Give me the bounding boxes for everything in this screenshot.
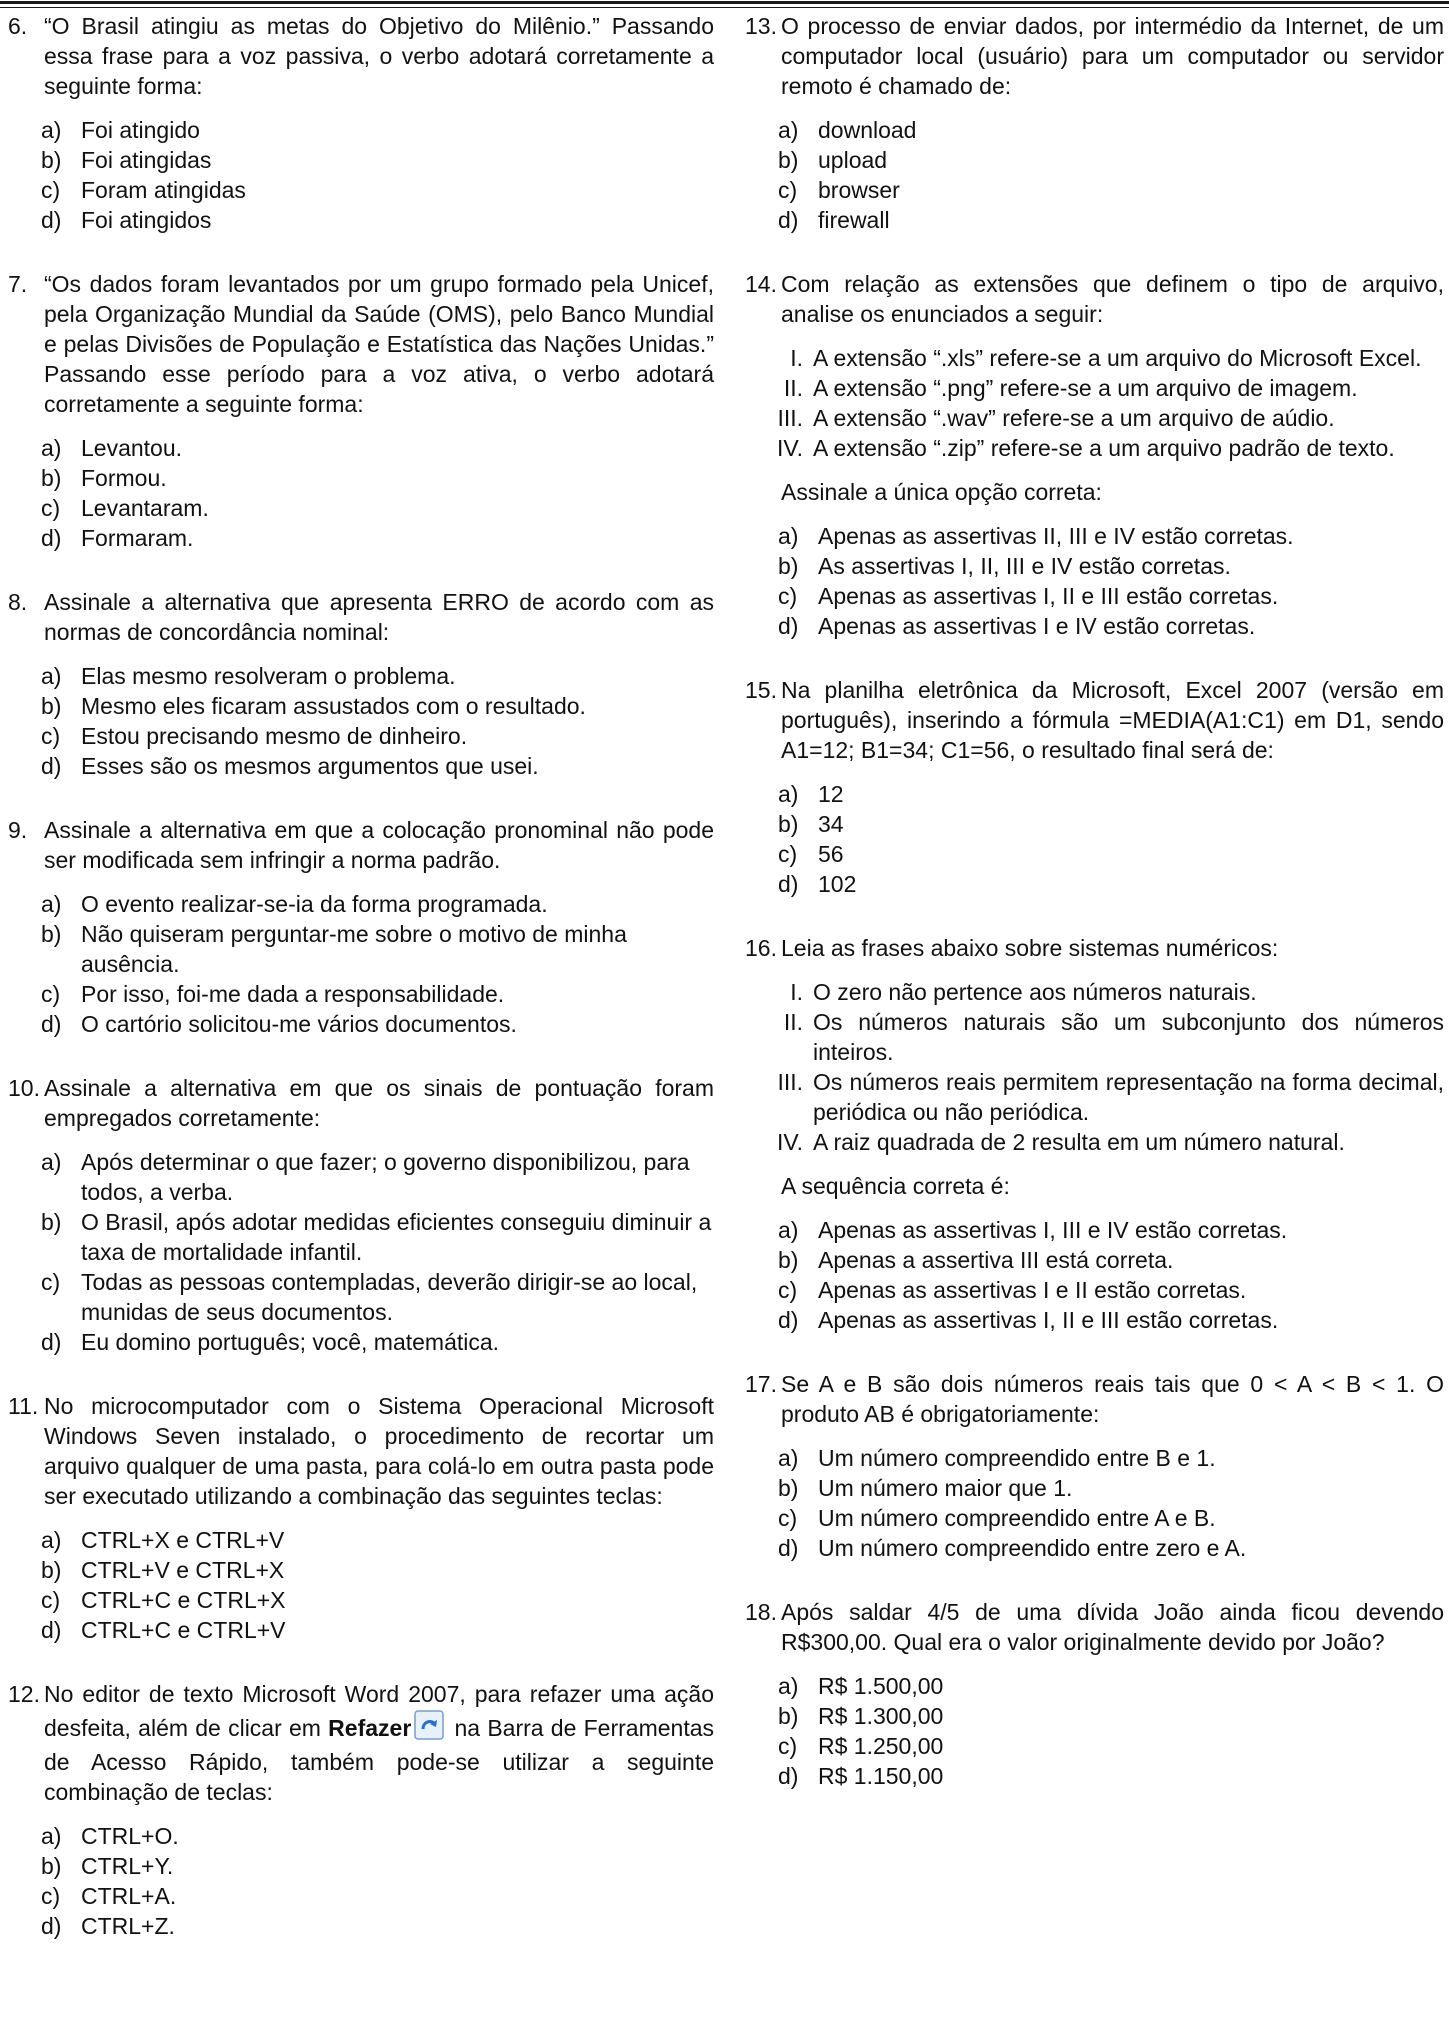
- question-stem: [745, 11, 1444, 101]
- question-number: 12.: [8, 1681, 40, 1707]
- option-item: [8, 523, 714, 553]
- option-text: CTRL+V e CTRL+X: [81, 1557, 285, 1583]
- option-letter: c): [41, 495, 61, 521]
- option-item: [8, 115, 714, 145]
- option-item: [8, 751, 714, 781]
- option-letter: b): [41, 693, 62, 719]
- question-16: [745, 933, 1444, 1335]
- option-letter: a): [41, 1149, 62, 1175]
- option-text: O evento realizar-se-ia da forma programada.: [81, 891, 548, 917]
- option-text: Formou.: [81, 465, 167, 491]
- option-letter: d): [778, 1307, 799, 1333]
- option-text: Um número compreendido entre B e 1.: [818, 1445, 1216, 1471]
- statement-text: A raiz quadrada de 2 resulta em um número natural.: [813, 1129, 1345, 1155]
- question-18: [745, 1597, 1444, 1791]
- question-stem: [8, 815, 714, 875]
- question-7: [8, 269, 714, 553]
- option-item: [745, 1671, 1444, 1701]
- option-letter: b): [41, 1557, 62, 1583]
- option-item: [8, 691, 714, 721]
- option-text: Foram atingidas: [81, 177, 246, 203]
- option-text: download: [818, 117, 917, 143]
- option-letter: c): [41, 1883, 61, 1909]
- question-stem: [745, 675, 1444, 765]
- question-17: [745, 1369, 1444, 1563]
- options-list: [745, 1215, 1444, 1335]
- option-item: [745, 115, 1444, 145]
- option-letter: c): [41, 1587, 61, 1613]
- option-text: R$ 1.150,00: [818, 1763, 944, 1789]
- option-item: [8, 1525, 714, 1555]
- question-number: 15.: [745, 677, 777, 703]
- option-item: [745, 1533, 1444, 1563]
- option-letter: a): [778, 117, 799, 143]
- option-text: Não quiseram perguntar-me sobre o motivo de minha ausência.: [81, 921, 627, 977]
- option-item: [8, 1009, 714, 1039]
- options-list: [8, 1821, 714, 1941]
- option-item: [8, 493, 714, 523]
- option-item: [8, 145, 714, 175]
- option-letter: a): [778, 523, 799, 549]
- option-text: CTRL+O.: [81, 1823, 179, 1849]
- option-letter: c): [778, 1733, 798, 1759]
- option-item: [745, 521, 1444, 551]
- redo-icon: [414, 1710, 444, 1740]
- option-item: [745, 1275, 1444, 1305]
- question-number: 8.: [8, 589, 28, 615]
- option-letter: b): [778, 147, 799, 173]
- option-letter: d): [41, 525, 62, 551]
- option-text: 56: [818, 841, 844, 867]
- options-list: [8, 1525, 714, 1645]
- question-prompt: A sequência correta é:: [781, 1173, 1010, 1199]
- option-letter: c): [778, 583, 798, 609]
- option-text: Foi atingidos: [81, 207, 212, 233]
- options-list: [8, 889, 714, 1039]
- option-text: Apenas as assertivas I, II e III estão corretas.: [818, 1307, 1279, 1333]
- option-letter: b): [778, 1703, 799, 1729]
- right-column: [745, 11, 1444, 1825]
- question-stem: [745, 1597, 1444, 1657]
- statement-number: I.: [790, 345, 803, 371]
- statement-item: [745, 343, 1444, 373]
- option-item: [8, 175, 714, 205]
- statement-number: III.: [777, 1069, 803, 1095]
- option-text: R$ 1.300,00: [818, 1703, 944, 1729]
- option-item: [745, 1503, 1444, 1533]
- options-list: [8, 115, 714, 235]
- option-text: Elas mesmo resolveram o problema.: [81, 663, 456, 689]
- question-15: [745, 675, 1444, 899]
- question-text: No editor de texto Microsoft Word 2007, para refazer uma ação desfeita, além de clicar em Refazer na Barra de Ferramentas de Acesso Rápido, também pode-se utilizar a seguinte combinação de teclas:: [44, 1681, 714, 1805]
- statement-number: IV.: [776, 1129, 803, 1155]
- question-stem: [8, 11, 714, 101]
- option-letter: b): [778, 553, 799, 579]
- option-item: [8, 721, 714, 751]
- option-text: 12: [818, 781, 844, 807]
- statement-text: Os números naturais são um subconjunto dos números inteiros.: [813, 1009, 1444, 1065]
- option-letter: c): [41, 1269, 61, 1295]
- question-text: Na planilha eletrônica da Microsoft, Excel 2007 (versão em português), inserindo a fórmula =MEDIA(A1:C1) em D1, sendo A1=12; B1=34; C1=56, o resultado final será de:: [781, 677, 1444, 763]
- statement-number: III.: [777, 405, 803, 431]
- question-number: 7.: [8, 271, 28, 297]
- option-item: [745, 1731, 1444, 1761]
- left-question-list: [8, 11, 714, 1645]
- option-text: Apenas as assertivas I e II estão corretas.: [818, 1277, 1247, 1303]
- option-text: Estou precisando mesmo de dinheiro.: [81, 723, 468, 749]
- options-list: [745, 779, 1444, 899]
- option-text: Apenas as assertivas I, II e III estão corretas.: [818, 583, 1279, 609]
- option-letter: b): [778, 811, 799, 837]
- option-letter: d): [778, 613, 799, 639]
- options-list: [8, 1147, 714, 1357]
- question-8: [8, 587, 714, 781]
- option-item: [8, 1851, 714, 1881]
- option-letter: b): [41, 921, 62, 947]
- options-list: [745, 1671, 1444, 1791]
- redo-label: Refazer: [328, 1715, 412, 1741]
- option-letter: a): [778, 1673, 799, 1699]
- option-text: Levantaram.: [81, 495, 209, 521]
- question-11: [8, 1391, 714, 1645]
- statements-list: [745, 977, 1444, 1157]
- option-item: [8, 661, 714, 691]
- option-item: [745, 1701, 1444, 1731]
- statement-number: IV.: [776, 435, 803, 461]
- option-letter: d): [41, 1329, 62, 1355]
- question-13: [745, 11, 1444, 235]
- option-item: [8, 919, 714, 979]
- option-item: [745, 869, 1444, 899]
- option-letter: b): [41, 1209, 62, 1235]
- question-6: [8, 11, 714, 235]
- question-number: 11.: [8, 1393, 39, 1419]
- option-text: CTRL+A.: [81, 1883, 177, 1909]
- question-stem: [8, 1679, 714, 1807]
- option-letter: d): [778, 871, 799, 897]
- option-text: browser: [818, 177, 900, 203]
- option-text: Apenas as assertivas I, III e IV estão corretas.: [818, 1217, 1288, 1243]
- option-item: [745, 1245, 1444, 1275]
- option-letter: b): [41, 1853, 62, 1879]
- question-text: Assinale a alternativa que apresenta ERRO de acordo com as normas de concordância nominal:: [44, 589, 714, 645]
- option-text: 102: [818, 871, 857, 897]
- question-12: [8, 1679, 714, 1941]
- option-item: [8, 1207, 714, 1267]
- option-letter: b): [778, 1247, 799, 1273]
- option-letter: a): [41, 435, 62, 461]
- question-text: Assinale a alternativa em que os sinais de pontuação foram empregados corretamente:: [44, 1075, 714, 1131]
- question-text: Se A e B são dois números reais tais que 0 < A < B < 1. O produto AB é obrigatoriamente:: [781, 1371, 1444, 1427]
- question-number: 6.: [8, 13, 28, 39]
- options-list: [745, 521, 1444, 641]
- question-text: “O Brasil atingiu as metas do Objetivo do Milênio.” Passando essa frase para a voz passiva, o verbo adotará corretamente a seguinte forma:: [44, 13, 714, 99]
- statement-item: [745, 1127, 1444, 1157]
- question-stem: [745, 269, 1444, 329]
- option-item: [8, 1147, 714, 1207]
- statement-item: [745, 433, 1444, 463]
- option-item: [8, 1821, 714, 1851]
- question-text: Assinale a alternativa em que a colocação pronominal não pode ser modificada sem infringir a norma padrão.: [44, 817, 714, 873]
- option-text: 34: [818, 811, 844, 837]
- top-rule-thin: [0, 7, 1449, 8]
- option-text: Todas as pessoas contempladas, deverão dirigir-se ao local, munidas de seus documentos.: [81, 1269, 698, 1325]
- option-item: [8, 1555, 714, 1585]
- statement-number: I.: [790, 979, 803, 1005]
- question-stem: [8, 587, 714, 647]
- question-text: Leia as frases abaixo sobre sistemas numéricos:: [781, 935, 1279, 961]
- option-item: [745, 581, 1444, 611]
- option-item: [8, 463, 714, 493]
- statements-list: [745, 343, 1444, 463]
- option-text: Por isso, foi-me dada a responsabilidade.: [81, 981, 505, 1007]
- options-list: [745, 115, 1444, 235]
- left-column: [8, 11, 714, 1975]
- statement-item: [745, 403, 1444, 433]
- option-text: As assertivas I, II, III e IV estão corretas.: [818, 553, 1231, 579]
- option-text: Um número compreendido entre zero e A.: [818, 1535, 1247, 1561]
- option-text: firewall: [818, 207, 890, 233]
- option-item: [745, 1305, 1444, 1335]
- option-text: R$ 1.500,00: [818, 1673, 944, 1699]
- question-10: [8, 1073, 714, 1357]
- option-item: [8, 433, 714, 463]
- question-stem: [8, 1391, 714, 1511]
- option-letter: d): [41, 1617, 62, 1643]
- question-prompt: Assinale a única opção correta:: [781, 479, 1102, 505]
- statement-text: Os números reais permitem representação na forma decimal, periódica ou não periódica.: [813, 1069, 1444, 1125]
- option-letter: b): [41, 147, 62, 173]
- option-letter: a): [778, 1445, 799, 1471]
- option-letter: d): [41, 207, 62, 233]
- option-letter: a): [778, 781, 799, 807]
- option-item: [8, 1911, 714, 1941]
- question-text: No microcomputador com o Sistema Operacional Microsoft Windows Seven instalado, o procedimento de recortar um arquivo qualquer de uma pasta, para colá-lo em outra pasta pode ser executado utilizando a combinação das seguintes teclas:: [44, 1393, 714, 1509]
- statement-text: O zero não pertence aos números naturais.: [813, 979, 1257, 1005]
- option-letter: c): [41, 981, 61, 1007]
- option-letter: d): [41, 1011, 62, 1037]
- option-item: [8, 1585, 714, 1615]
- question-text: Com relação as extensões que definem o tipo de arquivo, analise os enunciados a seguir:: [781, 271, 1444, 327]
- option-text: Apenas as assertivas I e IV estão corretas.: [818, 613, 1256, 639]
- option-text: Mesmo eles ficaram assustados com o resultado.: [81, 693, 586, 719]
- statement-item: [745, 977, 1444, 1007]
- option-letter: c): [41, 177, 61, 203]
- statement-text: A extensão “.zip” refere-se a um arquivo padrão de texto.: [813, 435, 1395, 461]
- option-text: Esses são os mesmos argumentos que usei.: [81, 753, 539, 779]
- option-item: [745, 551, 1444, 581]
- statement-item: [745, 373, 1444, 403]
- option-text: Apenas a assertiva III está correta.: [818, 1247, 1174, 1273]
- option-item: [8, 205, 714, 235]
- option-text: Foi atingidas: [81, 147, 212, 173]
- question-stem: [8, 269, 714, 419]
- option-item: [745, 839, 1444, 869]
- option-text: R$ 1.250,00: [818, 1733, 944, 1759]
- option-item: [745, 205, 1444, 235]
- option-letter: a): [41, 1527, 62, 1553]
- question-text: O processo de enviar dados, por intermédio da Internet, de um computador local (usuário) para um computador ou servidor remoto é chamado de:: [781, 13, 1444, 99]
- question-number: 14.: [745, 271, 777, 297]
- option-item: [8, 1327, 714, 1357]
- option-item: [8, 889, 714, 919]
- question-stem: [745, 933, 1444, 963]
- option-text: upload: [818, 147, 888, 173]
- option-item: [745, 1215, 1444, 1245]
- option-text: Foi atingido: [81, 117, 200, 143]
- question-number: 16.: [745, 935, 777, 961]
- option-letter: a): [41, 117, 62, 143]
- option-item: [745, 1473, 1444, 1503]
- statement-text: A extensão “.png” refere-se a um arquivo de imagem.: [813, 375, 1358, 401]
- option-letter: c): [778, 841, 798, 867]
- option-letter: c): [778, 1505, 798, 1531]
- option-text: Levantou.: [81, 435, 183, 461]
- option-text: Formaram.: [81, 525, 194, 551]
- statement-text: A extensão “.wav” refere-se a um arquivo de aúdio.: [813, 405, 1335, 431]
- option-text: Após determinar o que fazer; o governo disponibilizou, para todos, a verba.: [81, 1149, 690, 1205]
- question-number: 18.: [745, 1599, 777, 1625]
- top-rule-thick: [0, 1, 1449, 4]
- question-9: [8, 815, 714, 1039]
- option-letter: c): [778, 1277, 798, 1303]
- statement-text: A extensão “.xls” refere-se a um arquivo do Microsoft Excel.: [813, 345, 1422, 371]
- statement-number: II.: [783, 1009, 803, 1035]
- option-letter: d): [778, 1535, 799, 1561]
- option-item: [745, 1761, 1444, 1791]
- statement-number: II.: [783, 375, 803, 401]
- option-letter: c): [778, 177, 798, 203]
- option-letter: c): [41, 723, 61, 749]
- statement-item: [745, 1007, 1444, 1067]
- question-number: 17.: [745, 1371, 777, 1397]
- option-item: [8, 1881, 714, 1911]
- option-letter: b): [41, 465, 62, 491]
- options-list: [8, 661, 714, 781]
- option-text: Apenas as assertivas II, III e IV estão corretas.: [818, 523, 1294, 549]
- option-letter: a): [41, 663, 62, 689]
- option-letter: d): [41, 1913, 62, 1939]
- option-letter: b): [778, 1475, 799, 1501]
- question-number: 10.: [8, 1075, 40, 1101]
- option-item: [745, 779, 1444, 809]
- option-item: [8, 979, 714, 1009]
- option-item: [745, 809, 1444, 839]
- question-number: 13.: [745, 13, 777, 39]
- question-stem: [8, 1073, 714, 1133]
- option-text: CTRL+C e CTRL+X: [81, 1587, 286, 1613]
- option-text: Eu domino português; você, matemática.: [81, 1329, 500, 1355]
- option-letter: d): [778, 207, 799, 233]
- option-letter: a): [41, 891, 62, 917]
- options-list: [8, 433, 714, 553]
- option-item: [8, 1267, 714, 1327]
- option-item: [745, 145, 1444, 175]
- option-text: Um número maior que 1.: [818, 1475, 1073, 1501]
- option-text: O cartório solicitou-me vários documentos.: [81, 1011, 517, 1037]
- option-letter: a): [778, 1217, 799, 1243]
- option-text: O Brasil, após adotar medidas eficientes conseguiu diminuir a taxa de mortalidade infantil.: [81, 1209, 712, 1265]
- question-text: “Os dados foram levantados por um grupo formado pela Unicef, pela Organização Mundial da Saúde (OMS), pelo Banco Mundial e pelas Divisões de População e Estatística das Nações Unidas.” Passando esse período para a voz ativa, o verbo adotará corretamente a seguinte forma:: [44, 271, 714, 417]
- question-14: [745, 269, 1444, 641]
- option-text: CTRL+Z.: [81, 1913, 175, 1939]
- option-letter: d): [41, 753, 62, 779]
- option-text: CTRL+C e CTRL+V: [81, 1617, 286, 1643]
- option-text: CTRL+Y.: [81, 1853, 174, 1879]
- option-text: Um número compreendido entre A e B.: [818, 1505, 1216, 1531]
- question-number: 9.: [8, 817, 28, 843]
- option-item: [745, 175, 1444, 205]
- option-letter: a): [41, 1823, 62, 1849]
- statement-item: [745, 1067, 1444, 1127]
- option-item: [745, 611, 1444, 641]
- option-text: CTRL+X e CTRL+V: [81, 1527, 285, 1553]
- question-stem: [745, 1369, 1444, 1429]
- question-text: Após saldar 4/5 de uma dívida João ainda ficou devendo R$300,00. Qual era o valor originalmente devido por João?: [781, 1599, 1444, 1655]
- option-item: [745, 1443, 1444, 1473]
- option-item: [8, 1615, 714, 1645]
- option-letter: d): [778, 1763, 799, 1789]
- options-list: [745, 1443, 1444, 1563]
